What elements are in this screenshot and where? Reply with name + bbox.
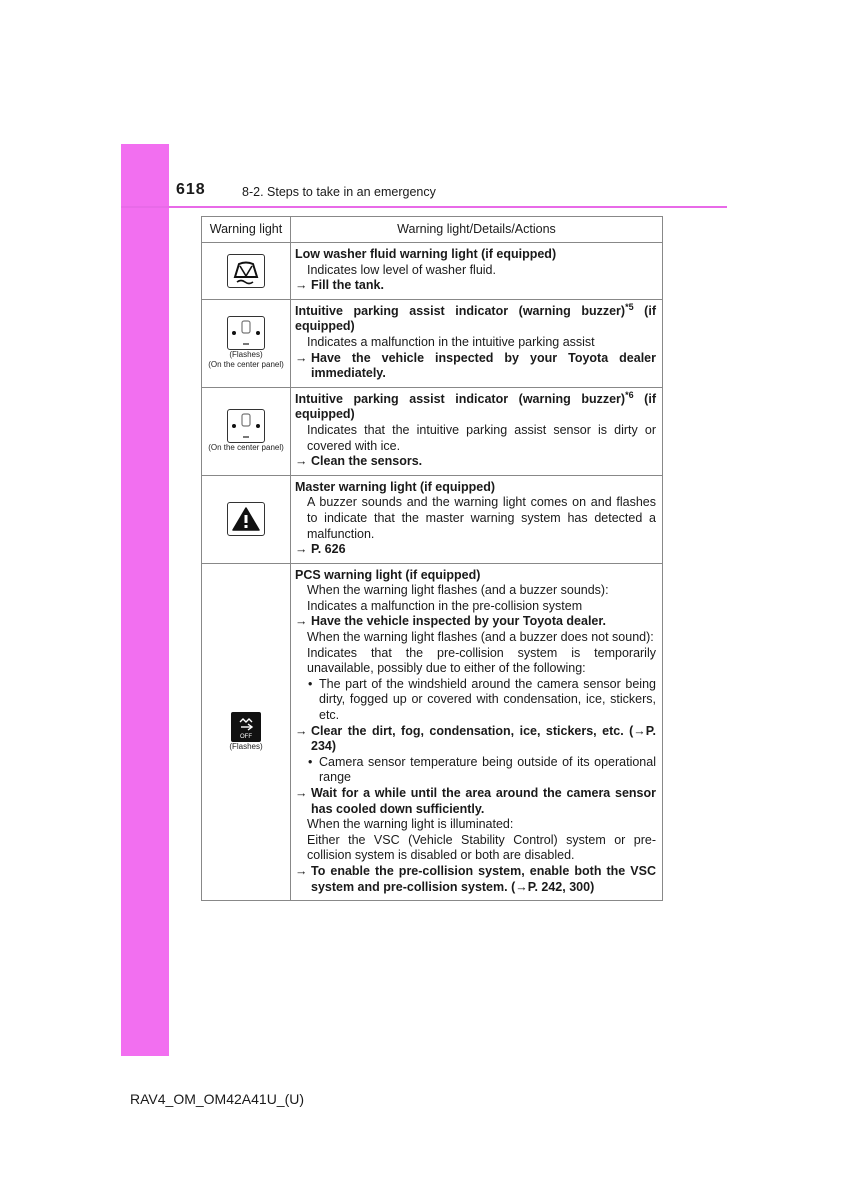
parking-assist-icon xyxy=(227,316,265,350)
arrow-icon: → xyxy=(295,350,308,365)
arrow-icon: → xyxy=(295,614,308,629)
table-row xyxy=(202,387,663,475)
row-description: When the warning light flashes (and a buzzer does not sound): xyxy=(307,630,654,645)
table-header-row xyxy=(202,217,663,243)
parking-assist-icon xyxy=(227,409,265,443)
arrow-icon: → xyxy=(295,542,308,557)
row-title: Low washer fluid warning light (if equipped) xyxy=(295,247,557,261)
table-row xyxy=(202,243,663,300)
arrow-icon: → xyxy=(295,723,308,738)
arrow-icon: → xyxy=(295,278,308,293)
warning-light-table xyxy=(201,216,663,901)
bullet-item: • The part of the windshield around the camera sensor being dirty, fogged up or covered with condensation, ice, stickers, etc. xyxy=(308,676,656,723)
row-description: When the warning light flashes (and a buzzer sounds): xyxy=(307,583,609,598)
table-row xyxy=(202,563,663,900)
page-number: 618 xyxy=(176,181,206,198)
details-cell xyxy=(291,387,663,475)
icon-caption: (Flashes) xyxy=(229,741,263,751)
row-description: Indicates that the intuitive parking assist sensor is dirty or covered with ice. xyxy=(307,422,656,453)
row-action: → To enable the pre-collision system, enable both the VSC system and pre-collision system. (→P. 242, 300) xyxy=(295,863,656,894)
arrow-icon: → xyxy=(295,863,308,878)
bullet-item: • Camera sensor temperature being outside of its operational range xyxy=(308,754,656,785)
row-action: → Wait for a while until the area around the camera sensor has cooled down sufficiently. xyxy=(295,786,656,816)
details-cell xyxy=(291,475,663,563)
row-title: Intuitive parking assist indicator (warning buzzer)$^{*5}$ (if equipped) xyxy=(295,301,656,334)
row-description: Either the VSC (Vehicle Stability Control) system or pre-collision system is disabled or both are disabled. xyxy=(307,832,656,863)
header-rule xyxy=(121,206,727,208)
arrow-icon: → xyxy=(295,786,308,800)
table-row xyxy=(202,475,663,563)
details-cell xyxy=(291,563,663,900)
icon-cell xyxy=(202,299,291,387)
row-title: PCS warning light (if equipped) xyxy=(295,567,481,582)
icon-caption: (Flashes) xyxy=(229,350,263,360)
arrow-icon: → xyxy=(295,454,308,469)
washer-fluid-icon xyxy=(227,254,265,288)
row-action: → Clear the dirt, fog, condensation, ice, stickers, etc. (→P. 234) xyxy=(295,723,656,754)
row-action: → Have the vehicle inspected by your Toyota dealer. xyxy=(295,614,607,629)
icon-caption: (On the center panel) xyxy=(208,443,284,453)
icon-cell xyxy=(202,243,291,300)
table-row xyxy=(202,299,663,387)
row-action: → Fill the tank. xyxy=(295,278,384,293)
row-description: Indicates a malfunction in the intuitive parking assist xyxy=(307,334,595,349)
row-action: → Have the vehicle inspected by your Toyota dealer immediately. xyxy=(295,350,656,381)
column-header-warning-light: Warning light xyxy=(202,217,291,243)
section-title: 8-2. Steps to take in an emergency xyxy=(242,185,436,199)
row-title: Master warning light (if equipped) xyxy=(295,479,495,494)
details-cell xyxy=(291,299,663,387)
section-tab xyxy=(121,144,169,1056)
row-description: When the warning light is illuminated: xyxy=(307,817,514,832)
row-description: Indicates low level of washer fluid. xyxy=(307,262,496,277)
icon-cell xyxy=(202,387,291,475)
icon-cell xyxy=(202,475,291,563)
icon-caption: (On the center panel) xyxy=(208,360,284,370)
row-action: → P. 626 xyxy=(295,542,346,557)
pcs-warning-icon xyxy=(231,712,261,742)
details-cell xyxy=(291,243,663,300)
row-title: Intuitive parking assist indicator (warning buzzer)$^{*6}$ (if equipped) xyxy=(295,389,656,422)
row-action: → Clean the sensors. xyxy=(295,454,423,469)
svg-text:OFF: OFF xyxy=(240,733,252,740)
footer-doc-id: RAV4_OM_OM42A41U_(U) xyxy=(130,1091,305,1107)
row-description: A buzzer sounds and the warning light comes on and flashes to indicate that the master warning system has detected a malfunction. xyxy=(307,495,656,541)
icon-cell xyxy=(202,563,291,900)
row-description: Indicates a malfunction in the pre-collision system xyxy=(307,598,583,613)
master-warning-icon xyxy=(227,502,265,536)
column-header-details: Warning light/Details/Actions xyxy=(291,217,663,243)
row-description: Indicates that the pre-collision system is temporarily unavailable, possibly due to either of the following: xyxy=(307,645,656,676)
